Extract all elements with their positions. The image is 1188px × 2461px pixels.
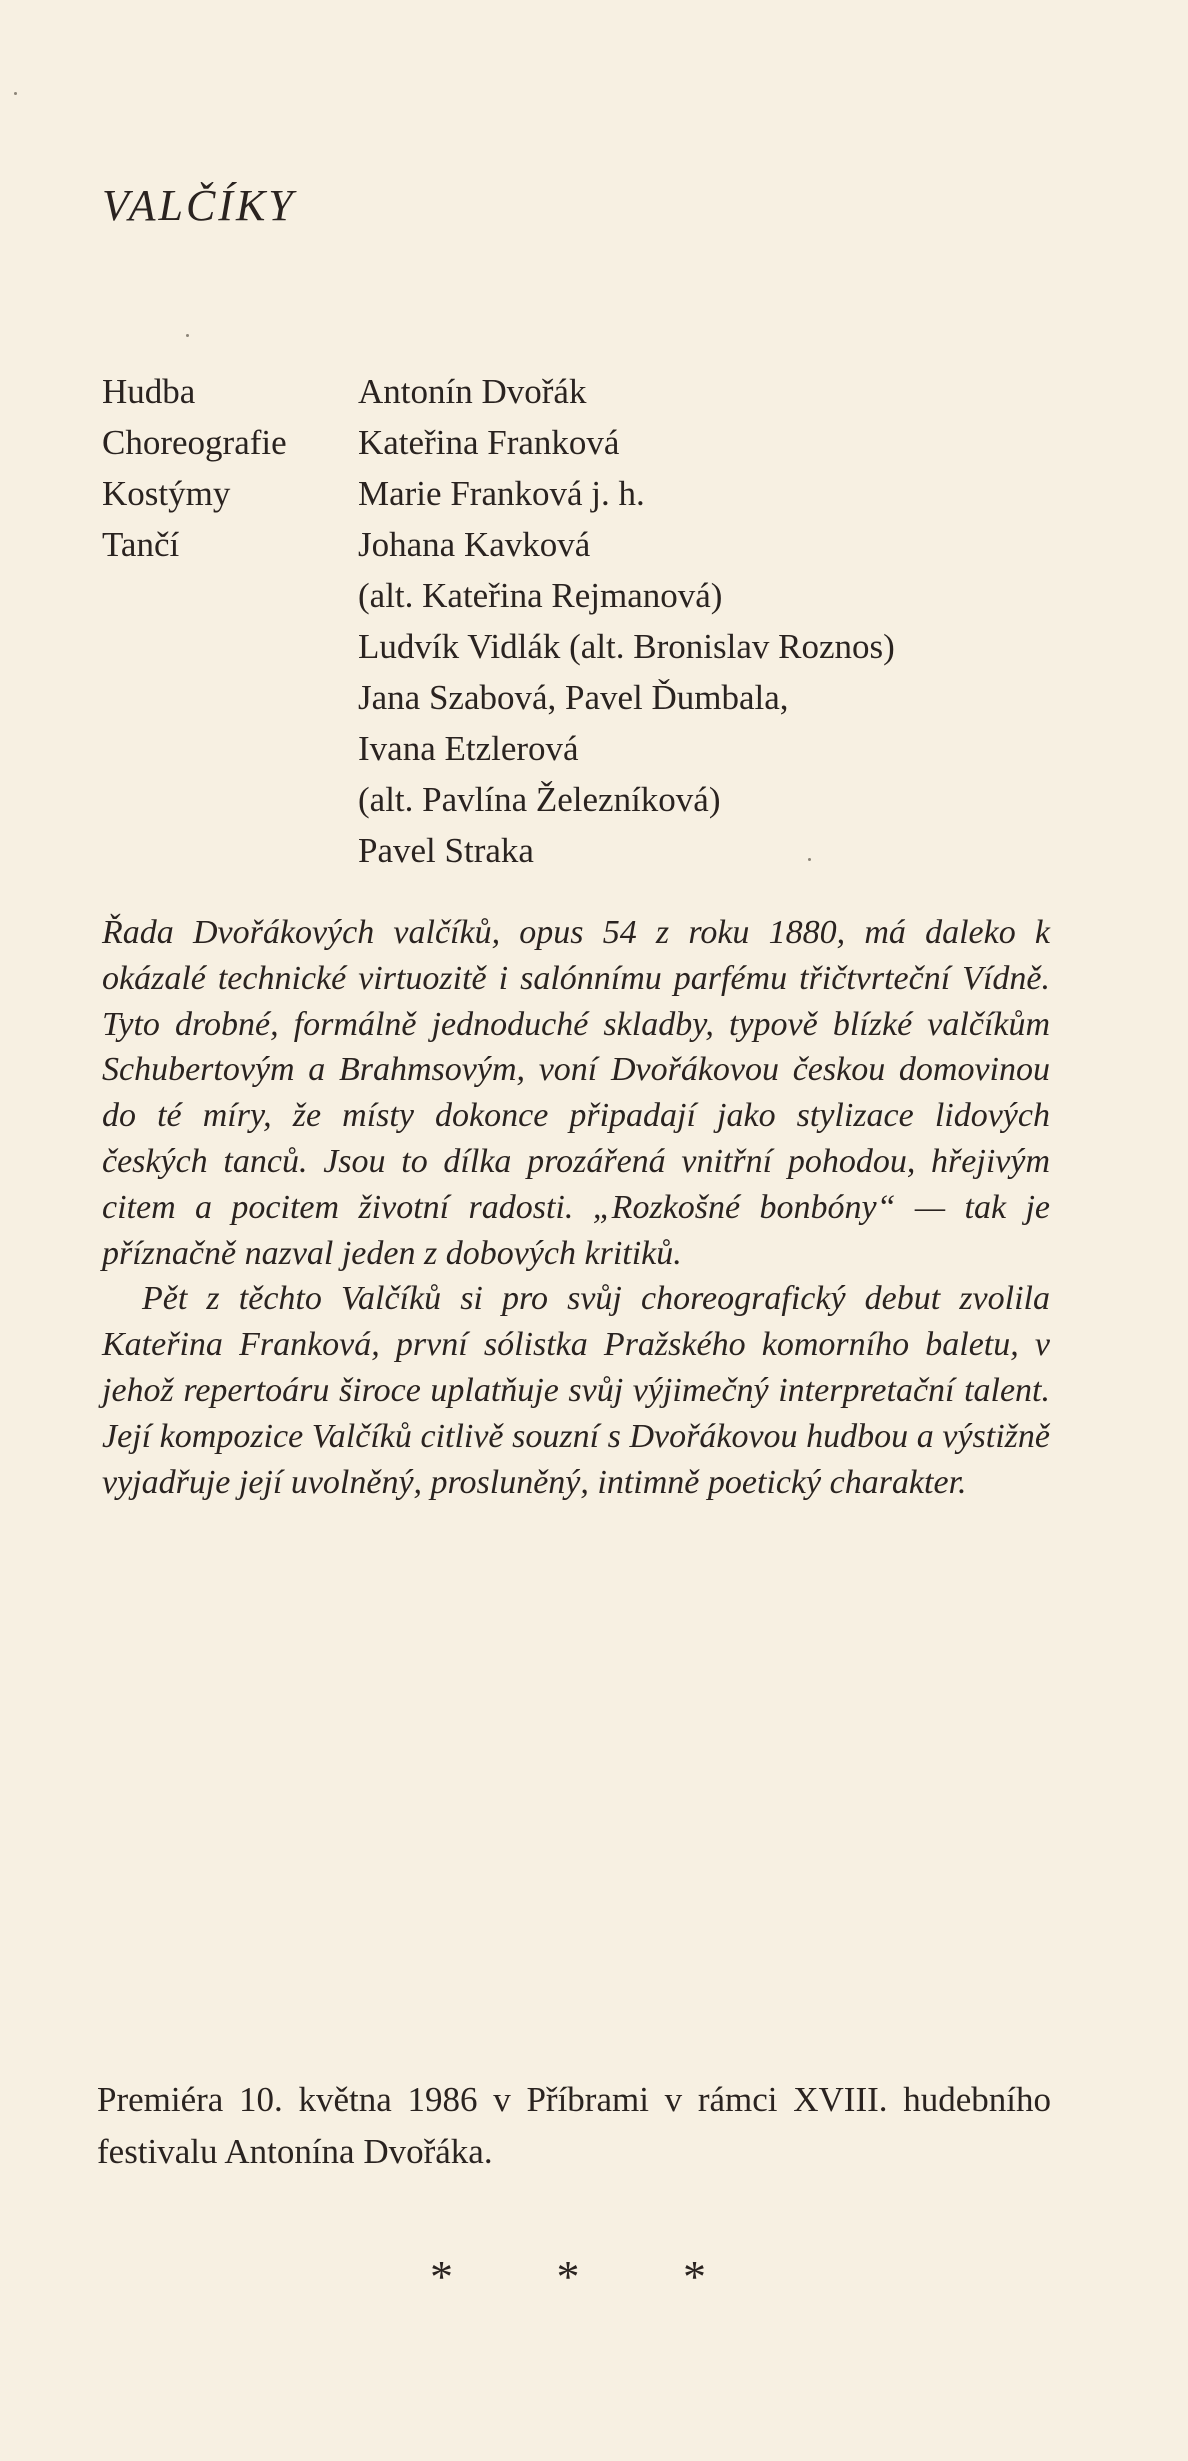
credit-names (358, 468, 1062, 519)
credit-name: Pavel Straka (358, 831, 534, 870)
paper-speck (808, 858, 811, 861)
description-paragraph: Pět z těchto Valčíků si pro svůj choreografický debut zvolila Kateřina Franková, první sólistka Pražského komorního baletu, v jehož repertoáru široce uplatňuje svůj výjimečný interpretační talent. Její kompozice Valčíků citlivě souzní s Dvořákovou hudbou a výstižně vyjadřuje její uvolněný, prosluněný, intimně poetický charakter. (102, 1280, 1050, 1501)
premiere-note: Premiéra 10. května 1986 v Příbrami v rámci XVIII. hudebního festivalu Antonína Dvořáka. (97, 2080, 1051, 2171)
credit-name: Ivana Etzlerová (358, 729, 579, 768)
credit-role: Choreografie (102, 423, 287, 462)
credit-role: Tančí (102, 525, 180, 564)
description-paragraph: Řada Dvořákových valčíků, opus 54 z roku 1880, má daleko k okázalé technické virtuozitě i salónnímu parfému třičtvrteční Vídně. Tyto drobné, formálně jednoduché skladby, typově blízké valčíkům Schubertovým a Brahmsovým, voní Dvořákovou českou domovinou do té míry, že místy dokonce připadají jako stylizace lidových českých tanců. Jsou to dílka prozářená vnitřní pohodou, hřejivým citem a pocitem životní radosti. „Rozkošné bonbóny“ — tak je příznačně nazval jeden z dobových kritiků. (102, 914, 1050, 1272)
credit-name: (alt. Pavlína Železníková) (358, 780, 721, 819)
credit-name: Marie Franková j. h. (358, 474, 645, 513)
credit-name: Antonín Dvořák (358, 372, 587, 411)
credit-row-choreography (102, 417, 1062, 468)
credit-name: Ludvík Vidlák (alt. Bronislav Roznos) (358, 627, 895, 666)
credit-row-music (102, 366, 1062, 417)
credit-row-dancers (102, 519, 1062, 876)
credit-role: Kostýmy (102, 474, 231, 513)
credit-row-costumes (102, 468, 1062, 519)
credit-names (358, 417, 1062, 468)
credit-name: Jana Szabová, Pavel Ďumbala, (358, 678, 789, 717)
asterism-ornament: * * * (430, 2251, 752, 2302)
paper-speck (14, 92, 17, 95)
credit-name: Kateřina Franková (358, 423, 620, 462)
credit-names (358, 366, 1062, 417)
credit-name: (alt. Kateřina Rejmanová) (358, 576, 723, 615)
credit-name: Johana Kavková (358, 525, 591, 564)
paper-speck (186, 334, 189, 337)
description-text (102, 910, 1050, 1505)
credit-role: Hudba (102, 372, 196, 411)
credit-names (358, 519, 1062, 876)
credits-table (102, 366, 1062, 876)
page-title: VALČÍKY (102, 181, 296, 230)
